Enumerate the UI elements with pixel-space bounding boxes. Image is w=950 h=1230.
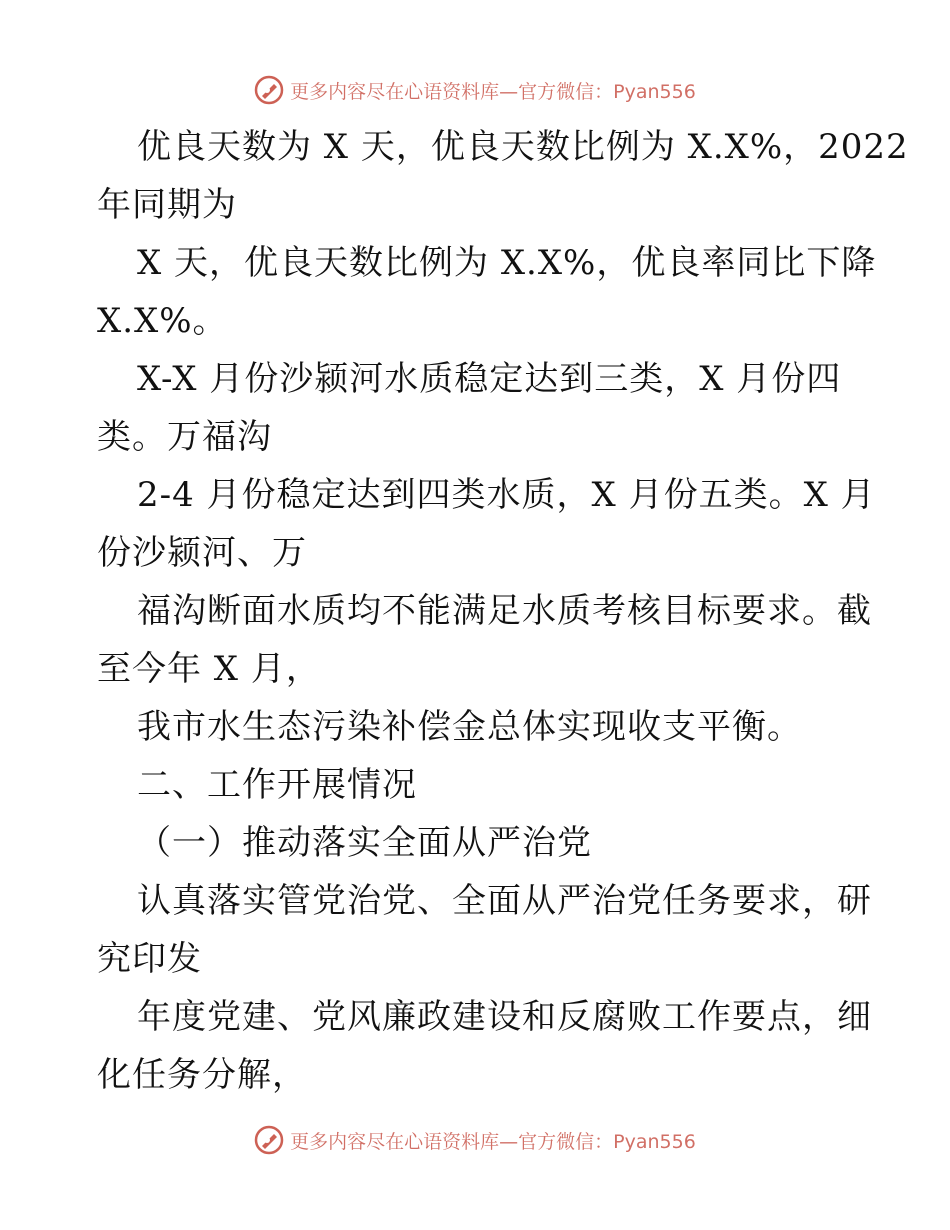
paragraph-line: 至今年 X 月， [97, 649, 321, 689]
paragraph-line: 我市水生态污染补偿金总体实现收支平衡。 [137, 707, 802, 747]
paragraph-line: 年同期为 [97, 185, 237, 225]
paragraph-line: X 天，优良天数比例为 X.X%，优良率同比下降 [137, 243, 877, 283]
paragraph-line: 究印发 [97, 939, 202, 979]
header-watermark-text: 更多内容尽在心语资料库—官方微信：Pyan556 [290, 80, 696, 103]
header-watermark [0, 70, 950, 110]
paragraph-line: 认真落实管党治党、全面从严治党任务要求，研 [137, 881, 872, 921]
section-heading: 二、工作开展情况 [137, 765, 417, 805]
footer-watermark [0, 1120, 950, 1160]
paragraph-line: X-X 月份沙颍河水质稳定达到三类，X 月份四 [137, 359, 842, 399]
paragraph-line: 年度党建、党风廉政建设和反腐败工作要点，细 [137, 997, 872, 1037]
paragraph-line: 类。万福沟 [97, 417, 272, 457]
paragraph-line: 优良天数为 X 天，优良天数比例为 X.X%，2022 [137, 127, 909, 167]
subsection-heading: （一）推动落实全面从严治党 [137, 823, 592, 863]
pen-logo-icon [254, 75, 284, 105]
paragraph-line: 2-4 月份稳定达到四类水质，X 月份五类。X 月 [137, 475, 876, 515]
paragraph-line: 化任务分解， [97, 1055, 307, 1095]
document-body [97, 118, 909, 1104]
paragraph-line: X.X%。 [97, 301, 228, 341]
paragraph-line: 份沙颍河、万 [97, 533, 307, 573]
paragraph-line: 福沟断面水质均不能满足水质考核目标要求。截 [137, 591, 872, 631]
pen-logo-icon [254, 1125, 284, 1155]
footer-watermark-text: 更多内容尽在心语资料库—官方微信：Pyan556 [290, 1130, 696, 1153]
